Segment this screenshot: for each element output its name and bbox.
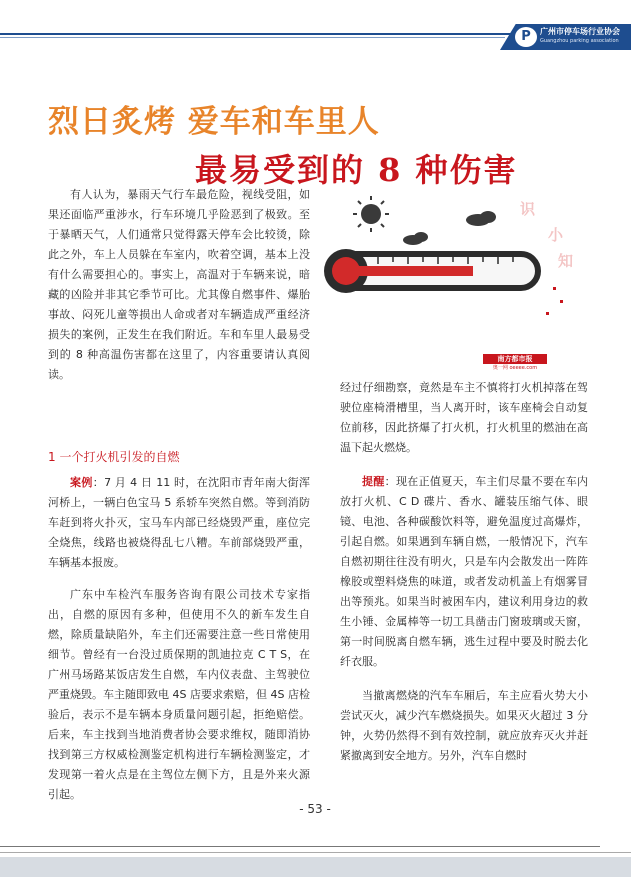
footer-rule — [0, 846, 600, 847]
watermark-char: 小 — [548, 226, 564, 244]
tip-text: ：现在正值夏天，车主们尽量不要在车内放打火机、C D 碟片、香水、罐装压缩气体、眼镜、电池、各种碳酸饮料等，避免温度过高爆炸，引起自燃。如果遇到车辆自燃，一般情况下，汽车自燃初期往往没有明火，只是车内会散发出一阵阵橡胶或塑料烧焦的味道，或者发动机盖上有烟雾冒出等预兆。如果当时被困车内，建议利用身边的救生小锤、金属棒等一切工具凿击门窗玻璃或天窗，第一时间脱离自燃车辆，逃生过程中要及时脱去化纤衣服。 — [340, 475, 589, 668]
case-label: 案例 — [70, 476, 93, 489]
thermometer-illustration — [318, 192, 578, 372]
article-title-line1: 烈日炙烤 爱车和车里人 — [48, 104, 380, 140]
source-name: 南方都市报 — [483, 354, 547, 364]
decorative-dots — [546, 287, 563, 315]
expert-paragraph: 广东中车检汽车服务咨询有限公司技术专家指出，自燃的原因有多种，但使用不久的新车发生自燃，除质量缺陷外，车主们还需要注意一些日常使用细节。曾经有一台没过质保期的凯迪拉克 C T S，在广州马场路某饭店发生自燃，车内仪表盘、主驾驶位严重烧毁。车主随即致电 4S 店要求索赔，但 4S 店检验后，表示不是车辆本身质量问题引起，拒绝赔偿。后来，车主找到当地消费者协会要求维权，随即消协找到第三方权威检测鉴定机构进行车辆检测鉴定，才发现第一着火点是在主驾位左侧下方，且是外来火源引起。 — [48, 588, 310, 801]
header-rule — [0, 33, 520, 35]
tip-label: 提醒 — [362, 475, 385, 488]
footer-band — [0, 857, 631, 877]
intro-paragraph: 有人认为，暴雨天气行车最危险，视线受阻，如果还面临严重涉水，行车环境几乎险恶到了极致。至于暴晒天气，人们通常只觉得露天停车会比较烫，除此之外，车上人员躲在车室内，吹着空调，基本上没有什么需要担心的。事实上，高温对于车辆来说，暗藏的凶险并非其它季节可比。尤其像自燃事件、爆胎事故、闷死儿童等损出人命或者对车辆造成严重经济损失的案例，正发生在我们附近。车和车里人最易受到的 8 种高温伤害都在这里了，内容重要请认真阅读。 — [48, 188, 310, 381]
sun-icon — [353, 196, 389, 232]
parking-logo-icon: P — [515, 27, 537, 47]
association-name: 广州市停车场行业协会 — [540, 27, 620, 36]
source-sub: 奥一网 oeeee.com — [492, 365, 538, 371]
case-paragraph — [48, 473, 310, 573]
section1-heading: 1 一个打火机引发的自燃 — [48, 450, 180, 464]
case-text: ：7 月 4 日 11 时，在沈阳市青年南大街浑河桥上，一辆白色宝马 5 系轿车突然自燃。等到消防车赶到将火扑灭，宝马车内部已经烧毁严重，座位完全烧焦，线路也被烧得乱七八糟。车前部烧毁严重，车辆基本报废。 — [48, 476, 310, 569]
last-paragraph: 当撤离燃烧的汽车车厢后，车主应看火势大小尝试灭火，减少汽车燃烧损失。如果灭火超过 3 分钟，火势仍然得不到有效控制，就应放弃灭火并赶紧撤离到安全地方。另外，汽车自燃时 — [340, 689, 588, 762]
section1-left-column — [48, 447, 310, 805]
intro-column — [48, 185, 310, 385]
cloud-icon — [403, 211, 496, 245]
association-name-en: Guangzhou parking association — [540, 38, 619, 44]
article-title-line2: 最易受到的 8 种伤害 — [195, 151, 518, 189]
thermometer-icon — [324, 249, 538, 293]
watermark-char: 知 — [558, 252, 574, 270]
tip-paragraph — [340, 472, 588, 672]
section1-right-column — [340, 378, 588, 766]
source-badge — [483, 354, 547, 372]
continued-paragraph: 经过仔细勘察，竟然是车主不慎将打火机掉落在驾驶位座椅滑槽里，当人离开时，该车座椅会自动复位前移，因此挤爆了打火机，打火机里的燃油在高温下起火燃烧。 — [340, 381, 588, 454]
watermark-char: 识 — [520, 200, 536, 218]
page-number: - 53 - — [299, 802, 331, 816]
header-rule-thin — [0, 37, 505, 38]
